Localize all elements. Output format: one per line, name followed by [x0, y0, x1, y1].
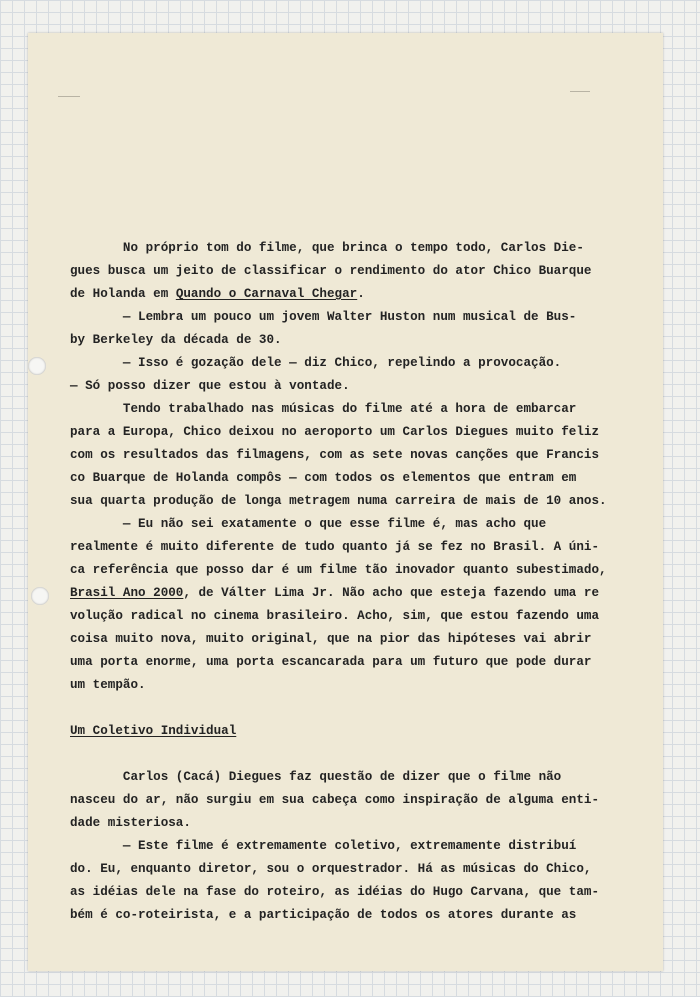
text-line	[70, 628, 630, 651]
text-segment: sua quarta produção de longa metragem numa carreira de mais de 10 anos.	[70, 494, 607, 508]
text-segment: de Holanda em	[70, 287, 176, 301]
text-line	[70, 444, 630, 467]
text-segment: do. Eu, enquanto diretor, sou o orquestrador. Há as músicas do Chico,	[70, 862, 592, 876]
margin-mark-right	[570, 91, 590, 92]
text-line	[70, 835, 630, 858]
text-segment: , de Válter Lima Jr. Não acho que esteja fazendo uma re	[183, 586, 600, 600]
text-line	[70, 743, 630, 766]
text-line	[70, 398, 630, 421]
text-line	[70, 237, 630, 260]
text-segment: Tendo trabalhado nas músicas do filme até a hora de embarcar	[70, 402, 577, 416]
text-line	[70, 720, 630, 743]
text-segment: um tempão.	[70, 678, 146, 692]
text-segment: co Buarque de Holanda compôs — com todos os elementos que entram em	[70, 471, 577, 485]
text-line	[70, 904, 630, 927]
text-line	[70, 858, 630, 881]
text-line	[70, 674, 630, 697]
margin-mark-left	[58, 96, 80, 97]
typewritten-text	[70, 237, 630, 927]
text-line	[70, 812, 630, 835]
text-segment: nasceu do ar, não surgiu em sua cabeça como inspiração de alguma enti-	[70, 793, 600, 807]
text-line	[70, 352, 630, 375]
text-line	[70, 375, 630, 398]
text-segment: uma porta enorme, uma porta escancarada para um futuro que pode durar	[70, 655, 592, 669]
text-line	[70, 490, 630, 513]
text-line	[70, 651, 630, 674]
text-segment: — Só posso dizer que estou à vontade.	[70, 379, 350, 393]
text-segment: com os resultados das filmagens, com as sete novas canções que Francis	[70, 448, 600, 462]
text-segment: coisa muito nova, muito original, que na pior das hipóteses vai abrir	[70, 632, 592, 646]
text-segment: gues busca um jeito de classificar o rendimento do ator Chico Buarque	[70, 264, 592, 278]
underlined-title: Brasil Ano 2000	[70, 586, 184, 600]
text-line	[70, 766, 630, 789]
underlined-title: Quando o Carnaval Chegar	[175, 287, 358, 301]
text-segment: dade misteriosa.	[70, 816, 191, 830]
text-line	[70, 697, 630, 720]
text-line	[70, 283, 630, 306]
punch-hole	[28, 357, 46, 375]
text-segment: No próprio tom do filme, que brinca o tempo todo, Carlos Die-	[70, 241, 584, 255]
text-segment: — Eu não sei exatamente o que esse filme é, mas acho que	[70, 517, 547, 531]
text-line	[70, 789, 630, 812]
text-line	[70, 467, 630, 490]
text-segment: realmente é muito diferente de tudo quanto já se fez no Brasil. A úni-	[70, 540, 600, 554]
text-segment: by Berkeley da década de 30.	[70, 333, 282, 347]
text-segment: bém é co-roteirista, e a participação de todos os atores durante as	[70, 908, 577, 922]
text-line	[70, 605, 630, 628]
text-segment: .	[357, 287, 365, 301]
text-line	[70, 536, 630, 559]
underlined-title: Um Coletivo Individual	[70, 724, 237, 738]
text-segment: — Este filme é extremamente coletivo, extremamente distribuí	[70, 839, 577, 853]
text-line	[70, 559, 630, 582]
text-segment: volução radical no cinema brasileiro. Acho, sim, que estou fazendo uma	[70, 609, 600, 623]
text-line	[70, 421, 630, 444]
text-segment: para a Europa, Chico deixou no aeroporto um Carlos Diegues muito feliz	[70, 425, 600, 439]
text-line	[70, 306, 630, 329]
text-line	[70, 513, 630, 536]
punch-hole	[31, 587, 49, 605]
text-segment: — Isso é gozação dele — diz Chico, repelindo a provocação.	[70, 356, 562, 370]
text-segment: ca referência que posso dar é um filme tão inovador quanto subestimado,	[70, 563, 607, 577]
text-segment: Carlos (Cacá) Diegues faz questão de dizer que o filme não	[70, 770, 562, 784]
text-line	[70, 582, 630, 605]
text-segment: as idéias dele na fase do roteiro, as idéias do Hugo Carvana, que tam-	[70, 885, 600, 899]
text-line	[70, 881, 630, 904]
text-line	[70, 260, 630, 283]
text-segment: — Lembra um pouco um jovem Walter Huston num musical de Bus-	[70, 310, 577, 324]
text-line	[70, 329, 630, 352]
